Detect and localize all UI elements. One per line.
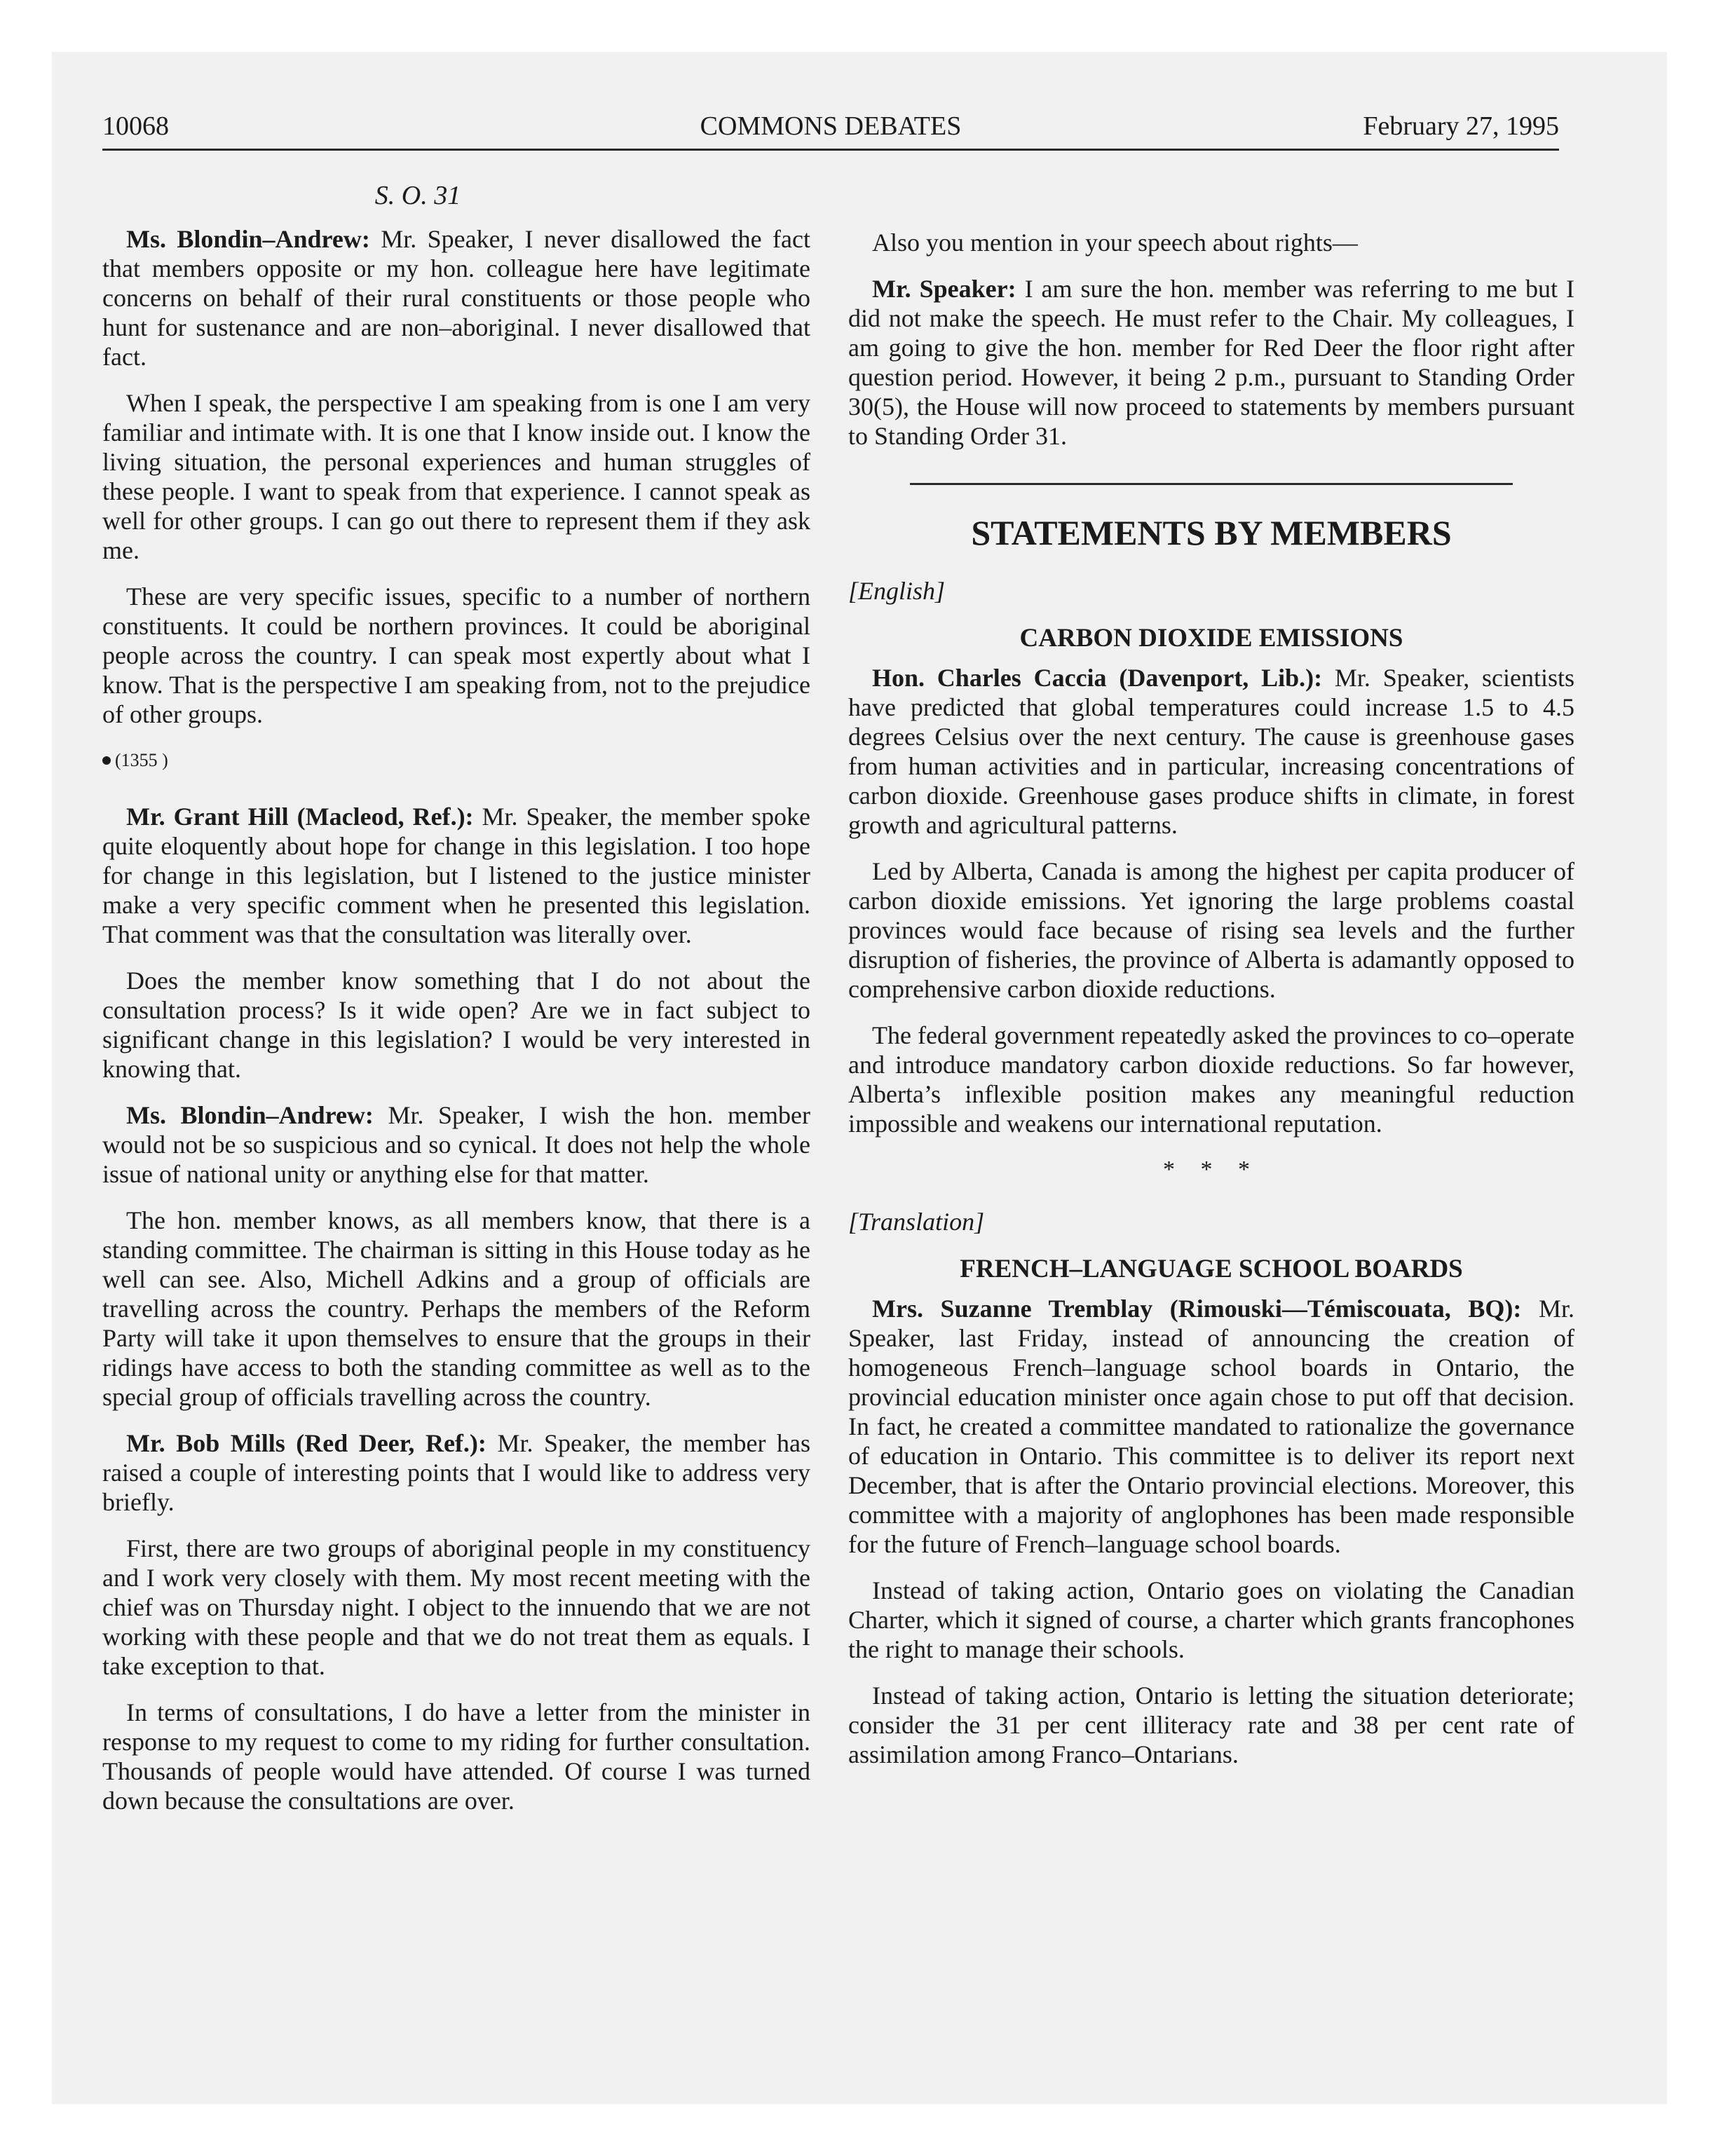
section-rule [910,483,1513,485]
separator: * * * [1163,1157,1260,1182]
speech-text: Mr. Speaker, scientists have predicted that global temperatures could increase 1.5 to 4.5 degrees Celsius over the next century. The cause is greenhouse gases from human activities and in particular, increasing concentrations of carbon dioxide. Greenhouse gases produce shifts in climate, in forest growth and agricultural patterns. [848,664,1574,839]
speech-text: Mr. Speaker, I wish the hon. member would not be so suspicious and so cynical. It does not help the whole issue of national unity or anything else for that matter. [102,1101,810,1188]
timestamp-text: (1355 ) [115,750,168,770]
language-tag: [Translation] [848,1208,985,1236]
timestamp [102,746,810,775]
paragraph [102,1100,810,1189]
page-number: 10068 [102,111,169,141]
right-column [848,228,1574,1786]
paragraph: The federal government repeatedly asked the provinces to co–operate and introduce mandatory carbon dioxide reductions. So far however, Alberta’s inflexible position makes any meaningful reduction impossible and weakens our international reputation. [848,1021,1574,1138]
paragraph: Also you mention in your speech about rights— [872,228,1358,257]
paragraph [848,274,1574,451]
speaker-name: Ms. Blondin–Andrew: [126,225,370,253]
speech-text: I am sure the hon. member was referring to me but I did not make the speech. He must refer to the Chair. My colleagues, I am going to give the hon. member for Red Deer the floor right after question period. However, it being 2 p.m., pursuant to Standing Order 30(5), the House will now proceed to statements by members pursuant to Standing Order 31. [848,275,1575,450]
speech-text: Mr. Speaker, the member has raised a couple of interesting points that I would like to address very briefly. [102,1429,810,1516]
paragraph: Instead of taking action, Ontario is letting the situation deteriorate; consider the 31 per cent illiteracy rate and 38 per cent rate of assimilation among Franco–Ontarians. [848,1681,1574,1768]
speech-text: Mr. Speaker, I never disallowed the fact that members opposite or my hon. colleague here have legitimate concerns on behalf of their rural constituents or those people who hunt for sustenance and are non–aboriginal. I never disallowed that fact. [102,225,810,371]
header-rule [102,149,1559,151]
bullet-icon [102,756,111,765]
speaker-name: Hon. Charles Caccia (Davenport, Lib.): [872,664,1323,692]
publication-title: COMMONS DEBATES [700,111,962,141]
left-column [102,181,810,1832]
subheading: FRENCH–LANGUAGE SCHOOL BOARDS [960,1255,1463,1283]
speaker-name: Mr. Grant Hill (Macleod, Ref.): [126,803,474,831]
paragraph: The hon. member knows, as all members know, that there is a standing committee. The chairman is sitting in this House today as he well can see. Also, Michell Adkins and a group of officials are travelling across the country. Perhaps the members of the Reform Party will take it upon themselves to ensure that the groups in their ridings have access to both the standing committee as well as to the special group of officials travelling across the country. [102,1206,810,1411]
paragraph: First, there are two groups of aboriginal people in my constituency and I work very closely with them. My most recent meeting with the chief was on Thursday night. I object to the innuendo that we are not working with these people and that we do not treat them as equals. I take exception to that. [102,1534,810,1680]
language-tag: [English] [848,577,946,605]
paragraph [102,802,810,949]
page-header [102,111,1559,150]
paragraph [102,1428,810,1517]
paragraph: When I speak, the perspective I am speaking from is one I am very familiar and intimate with. It is one that I know inside out. I know the living situation, the personal experiences and human struggles of these people. I want to speak from that experience. I cannot speak as well for other groups. I can go out there to represent them if they ask me. [102,389,810,564]
paragraph: Led by Alberta, Canada is among the highest per capita producer of carbon dioxide emissions. Yet ignoring the large problems coastal provinces would face because of rising sea levels and the further disruption of fisheries, the province of Alberta is adamantly opposed to comprehensive carbon dioxide reductions. [848,857,1574,1003]
paragraph [848,1294,1574,1559]
speech-text: Mr. Speaker, the member spoke quite eloquently about hope for change in this legislation. I too hope for change in this legislation, but I listened to the justice minister make a very specific comment when he presented this legislation. That comment was that the consultation was literally over. [102,803,810,948]
paragraph [848,663,1574,840]
speech-text: Mr. Speaker, last Friday, instead of announcing the creation of homogeneous French–language school boards in Ontario, the provincial education minister once again chose to put off that decision. In fact, he created a committee mandated to rationalize the governance of education in Ontario. This committee is to deliver its report next December, that is after the Ontario provincial elections. Moreover, this committee with a majority of anglophones has been made responsible for the future of French–language school boards. [848,1295,1574,1558]
paragraph: In terms of consultations, I do have a letter from the minister in response to my request to come to my riding for further consultation. Thousands of people would have attended. Of course I was turned down because the consultations are over. [102,1698,810,1815]
subheading: CARBON DIOXIDE EMISSIONS [1019,624,1403,653]
section-title: STATEMENTS BY MEMBERS [971,513,1452,552]
paragraph: These are very specific issues, specific to a number of northern constituents. It could be northern provinces. It could be aboriginal people across the country. I can speak most expertly about what I know. That is the perspective I am speaking from, not to the prejudice of other groups. [102,582,810,728]
speaker-name: Mr. Speaker: [872,275,1016,303]
speaker-name: Ms. Blondin–Andrew: [126,1101,374,1129]
publication-date: February 27, 1995 [1363,111,1559,141]
speaker-name: Mr. Bob Mills (Red Deer, Ref.): [126,1429,487,1457]
section-marker: S. O. 31 [374,181,461,210]
paragraph: Does the member know something that I do not about the consultation process? Is it wide open? Are we in fact subject to significant change in this legislation? I would be very interested in knowing that. [102,967,810,1083]
speaker-name: Mrs. Suzanne Tremblay (Rimouski—Témiscouata, BQ): [872,1295,1522,1323]
paragraph: Instead of taking action, Ontario goes on violating the Canadian Charter, which it signed of course, a charter which grants francophones the right to manage their schools. [848,1576,1574,1663]
paragraph [102,224,810,371]
